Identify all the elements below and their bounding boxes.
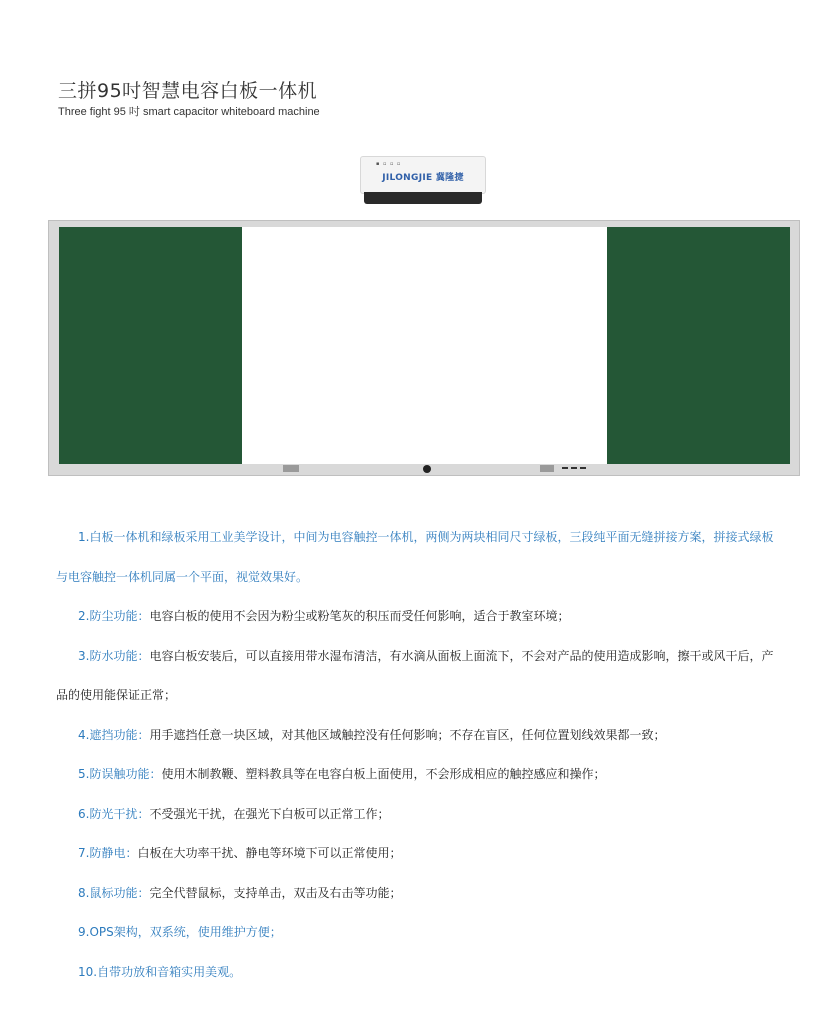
projector-indicator-icon: ▪ ▫ ▫ ▫: [376, 161, 402, 167]
feature-3-text-cont: 品的使用能保证正常；: [56, 688, 177, 702]
feature-7: [78, 846, 401, 860]
left-button-icon: [283, 465, 299, 472]
feature-8-text: 完全代替鼠标，支持单击，双击及右击等功能；: [149, 886, 402, 900]
page-subtitle: Three fight 95 吋 smart capacitor whiteboard machine: [58, 106, 320, 118]
feature-4-heading: 4.遮挡功能：: [78, 728, 150, 742]
feature-6-text: 不受强光干扰，在强光下白板可以正常工作；: [149, 807, 390, 821]
feature-7-text: 白板在大功率干扰、静电等环境下可以正常使用；: [137, 846, 402, 860]
feature-1-line-2: 与电容触控一体机同属一个平面，视觉效果好。: [56, 570, 309, 584]
feature-6: [78, 807, 389, 821]
feature-5-text: 使用木制教鞭、塑料教具等在电容白板上面使用，不会形成相应的触控感应和操作；: [161, 767, 606, 781]
feature-10: 10.自带功放和音箱实用美观。: [78, 965, 242, 979]
feature-3-text: 电容白板安装后，可以直接用带水湿布清洁，有水滴从面板上面流下，不会对产品的使用造成影响，擦干或风干后，产: [149, 649, 774, 663]
feature-9: 9.OPS架构，双系统，使用维护方便；: [78, 925, 282, 939]
feature-6-heading: 6.防光干扰：: [78, 807, 150, 821]
projector-brand-label: JILONGJIE 冀隆捷: [382, 173, 464, 183]
short-throw-projector: [360, 156, 486, 204]
feature-8: [78, 886, 401, 900]
feature-2-heading: 2.防尘功能：: [78, 609, 150, 623]
feature-8-heading: 8.鼠标功能：: [78, 886, 150, 900]
center-touch-screen: [242, 227, 607, 464]
right-green-board: [607, 227, 790, 464]
feature-1-line-1: 1.白板一体机和绿板采用工业美学设计，中间为电容触控一体机，两侧为两块相同尺寸绿板，三段纯平面无缝拼接方案，拼接式绿板: [78, 530, 774, 544]
right-button-icon: [540, 465, 554, 472]
ports-icon: [562, 467, 586, 472]
page-title: 三拼95吋智慧电容白板一体机: [58, 80, 318, 102]
feature-2: [78, 609, 569, 623]
feature-4-text: 用手遮挡任意一块区域，对其他区域触控没有任何影响；不存在盲区，任何位置划线效果都一致；: [149, 728, 666, 742]
feature-3-heading: 3.防水功能：: [78, 649, 150, 663]
feature-5-heading: 5.防误触功能：: [78, 767, 162, 781]
feature-3: [78, 649, 773, 663]
feature-7-heading: 7.防静电：: [78, 846, 138, 860]
projector-base: [364, 192, 482, 204]
feature-2-text: 电容白板的使用不会因为粉尘或粉笔灰的积压而受任何影响，适合于教室环境；: [149, 609, 570, 623]
power-button-icon: [423, 465, 431, 473]
feature-4: [78, 728, 665, 742]
feature-5: [78, 767, 605, 781]
left-green-board: [59, 227, 242, 464]
whiteboard-frame: [48, 220, 800, 476]
